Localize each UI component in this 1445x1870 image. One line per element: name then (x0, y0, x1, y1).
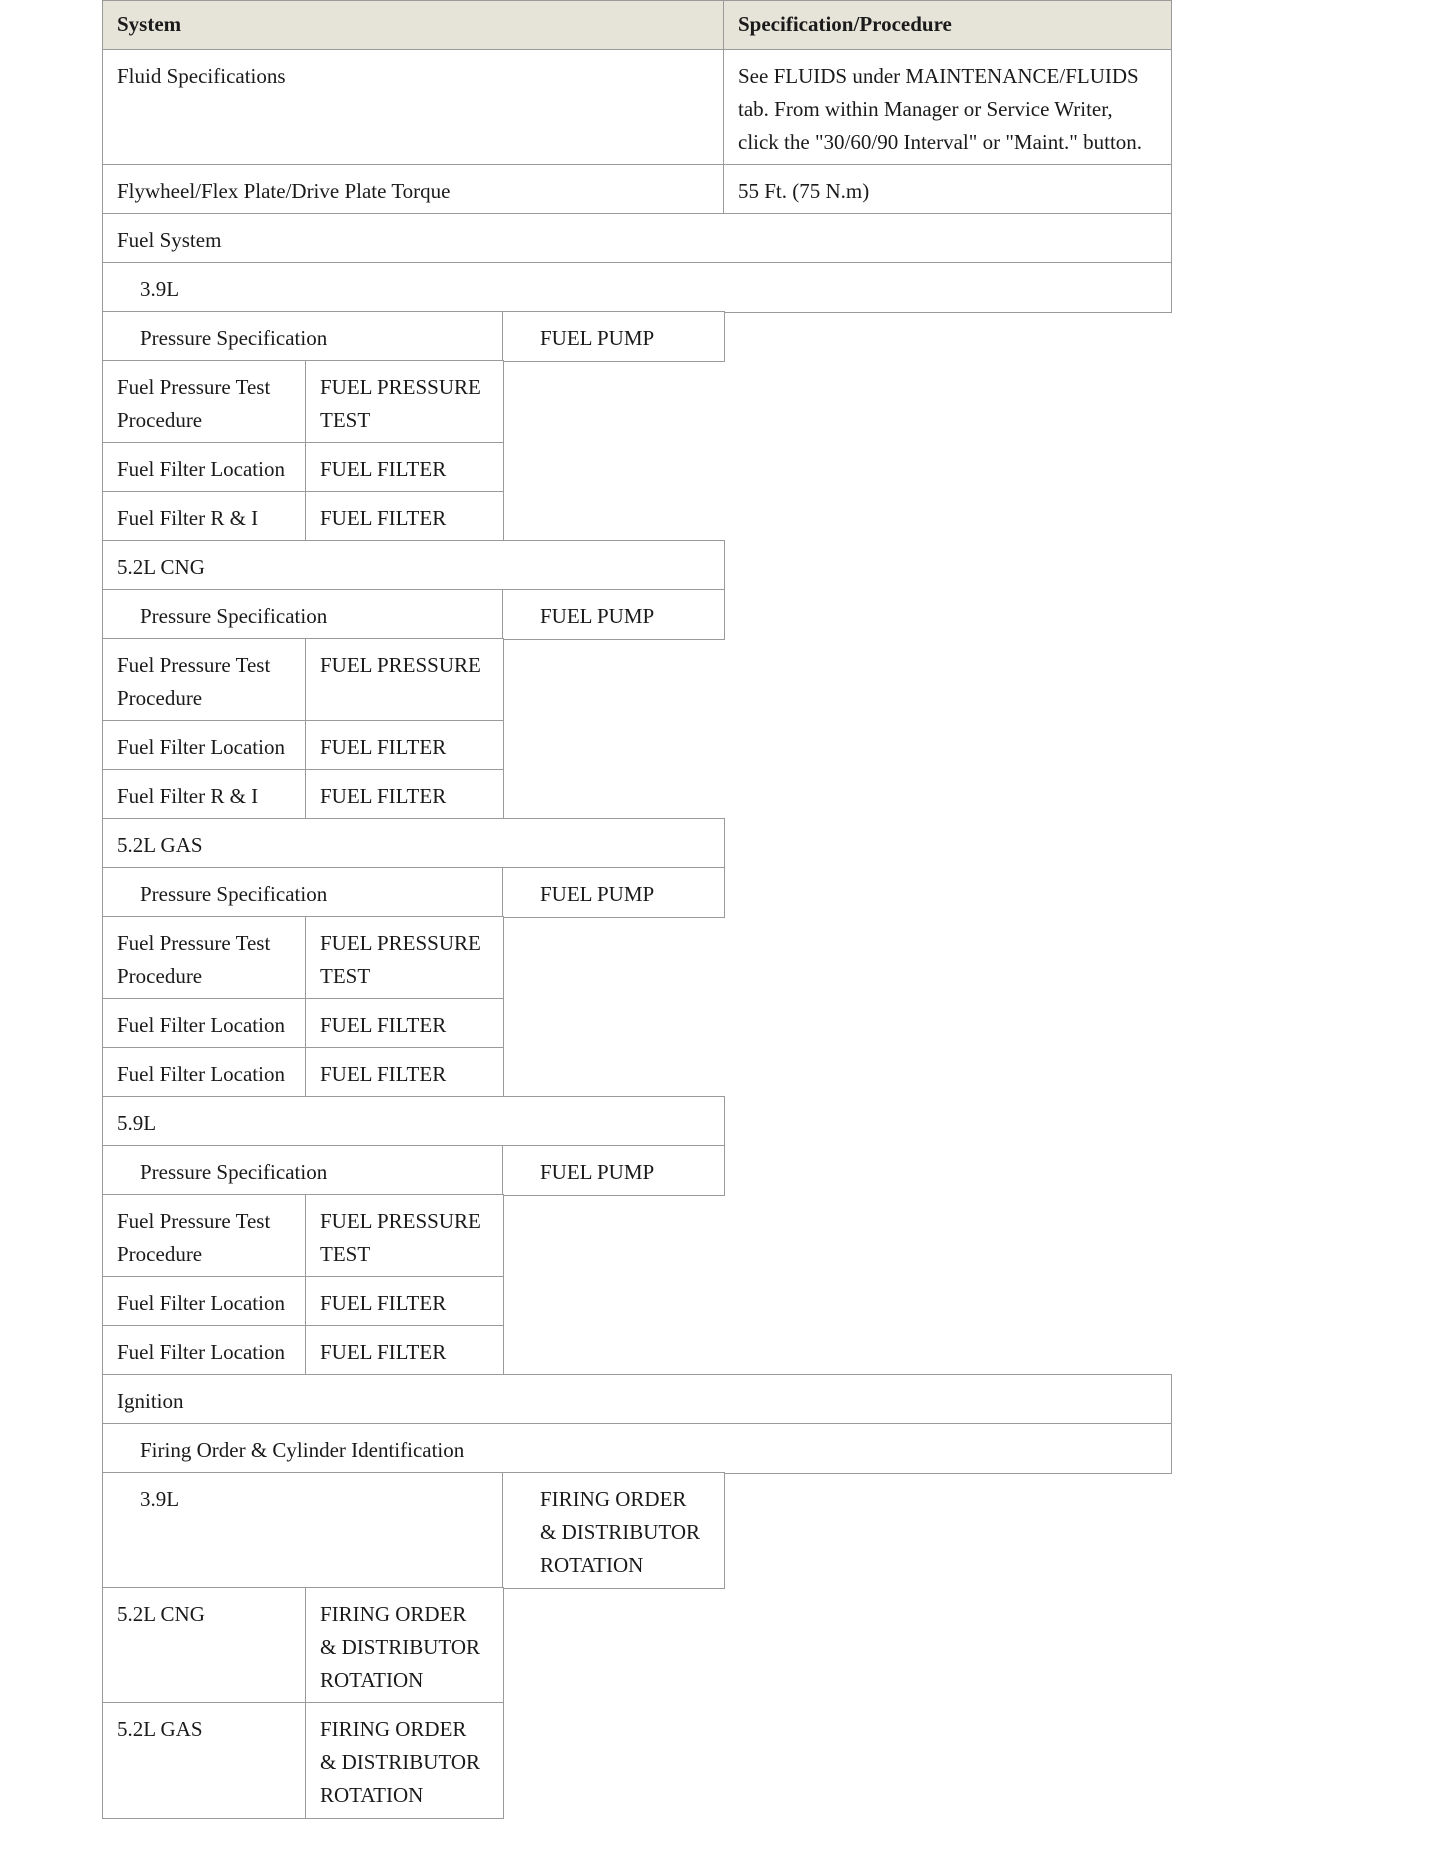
engine-5-9-heading: 5.9L (102, 1096, 725, 1147)
pressure-test-value: FUEL PRESSURE TEST (305, 1194, 504, 1278)
filter-location-value: FUEL FILTER (305, 720, 504, 771)
filter-location-value: FUEL FILTER (305, 442, 504, 493)
filter-location-label: Fuel Filter Location (102, 998, 307, 1049)
pressure-test-value: FUEL PRESSURE TEST (305, 360, 504, 444)
pressure-test-label: Fuel Pressure Test Procedure (102, 360, 307, 444)
pressure-spec-label: Pressure Specification (102, 589, 504, 640)
fluid-label: Fluid Specifications (102, 49, 725, 166)
filter-location-label: Fuel Filter Location (102, 720, 307, 771)
filter-location-value: FUEL FILTER (305, 1276, 504, 1327)
flywheel-label: Flywheel/Flex Plate/Drive Plate Torque (102, 164, 725, 215)
ignition-heading: Ignition (102, 1374, 1172, 1425)
fluid-value: See FLUIDS under MAINTENANCE/FLUIDS tab. From within Manager or Service Writer, click the "30/60/90 Interval" or "Maint." button. (723, 49, 1172, 166)
pressure-test-label: Fuel Pressure Test Procedure (102, 916, 307, 1000)
pressure-spec-value: FUEL PUMP (502, 311, 725, 362)
pressure-test-value: FUEL PRESSURE TEST (305, 916, 504, 1000)
header-spec: Specification/Procedure (723, 0, 1172, 51)
pressure-spec-label: Pressure Specification (102, 311, 504, 362)
pressure-spec-value: FUEL PUMP (502, 1145, 725, 1196)
filter-location-value: FUEL FILTER (305, 998, 504, 1049)
firing-5-2-gas-value: FIRING ORDER & DISTRIBUTOR ROTATION (305, 1702, 504, 1819)
firing-order-heading: Firing Order & Cylinder Identification (102, 1423, 1172, 1474)
pressure-spec-label: Pressure Specification (102, 1145, 504, 1196)
firing-3-9-label: 3.9L (102, 1472, 504, 1589)
firing-5-2-gas-label: 5.2L GAS (102, 1702, 307, 1819)
pressure-test-value: FUEL PRESSURE (305, 638, 504, 722)
filter-ri-value: FUEL FILTER (305, 491, 504, 542)
pressure-spec-label: Pressure Specification (102, 867, 504, 918)
pressure-spec-value: FUEL PUMP (502, 589, 725, 640)
filter-location-label: Fuel Filter Location (102, 1325, 307, 1376)
pressure-test-label: Fuel Pressure Test Procedure (102, 638, 307, 722)
filter-ri-label: Fuel Filter R & I (102, 769, 307, 820)
filter-location-label: Fuel Filter Location (102, 1047, 307, 1098)
flywheel-value: 55 Ft. (75 N.m) (723, 164, 1172, 215)
engine-5-2-cng-heading: 5.2L CNG (102, 540, 725, 591)
filter-location-label: Fuel Filter Location (102, 442, 307, 493)
firing-5-2-cng-label: 5.2L CNG (102, 1587, 307, 1704)
header-system: System (102, 0, 725, 51)
engine-3-9-heading: 3.9L (102, 262, 1172, 313)
filter-ri-value: FUEL FILTER (305, 769, 504, 820)
filter-ri-label: Fuel Filter R & I (102, 491, 307, 542)
filter-location-value: FUEL FILTER (305, 1047, 504, 1098)
filter-location-value: FUEL FILTER (305, 1325, 504, 1376)
fuel-system-heading: Fuel System (102, 213, 1172, 264)
filter-location-label: Fuel Filter Location (102, 1276, 307, 1327)
pressure-spec-value: FUEL PUMP (502, 867, 725, 918)
engine-5-2-gas-heading: 5.2L GAS (102, 818, 725, 869)
firing-3-9-value: FIRING ORDER & DISTRIBUTOR ROTATION (502, 1472, 725, 1589)
pressure-test-label: Fuel Pressure Test Procedure (102, 1194, 307, 1278)
firing-5-2-cng-value: FIRING ORDER & DISTRIBUTOR ROTATION (305, 1587, 504, 1704)
